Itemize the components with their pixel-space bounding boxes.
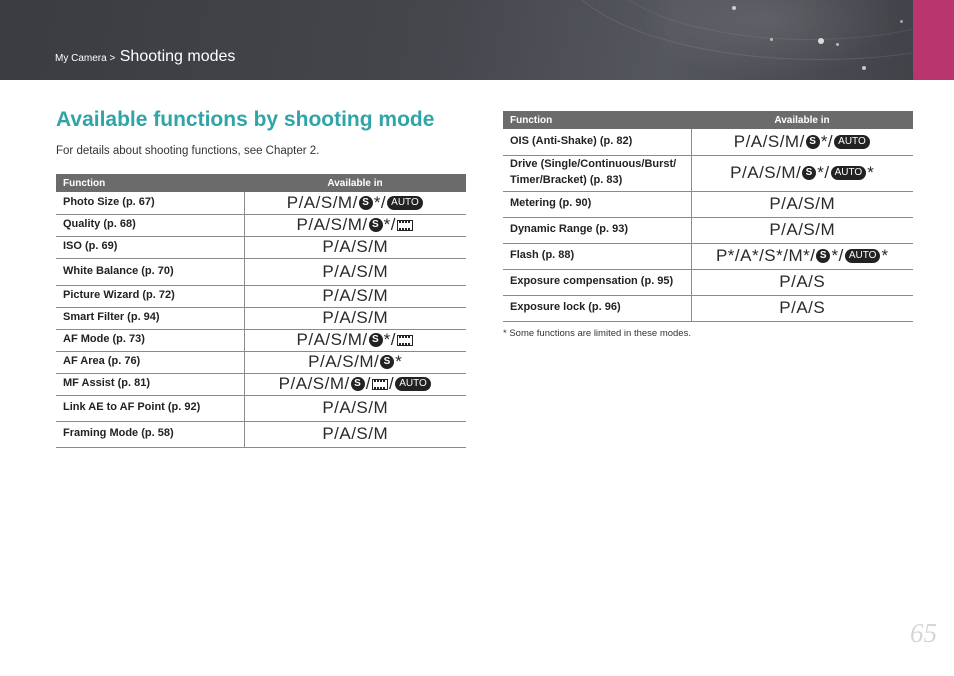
header-decor-dot xyxy=(900,20,903,23)
movie-mode-icon xyxy=(397,335,413,346)
available-modes-cell xyxy=(691,191,913,217)
column-header-function: Function xyxy=(56,174,244,192)
page-title: Available functions by shooting mode xyxy=(56,108,435,131)
function-name-cell[interactable]: Flash (p. 88) xyxy=(503,243,691,269)
mode-separator: * xyxy=(881,246,889,266)
mode-letters: P/A/S/M/ xyxy=(278,374,350,394)
footnote: * Some functions are limited in these modes. xyxy=(503,328,691,339)
breadcrumb-parent[interactable]: My Camera > xyxy=(55,53,116,64)
mode-separator: / xyxy=(365,374,371,394)
table-row xyxy=(56,329,466,351)
breadcrumb xyxy=(55,48,235,66)
column-header-function: Function xyxy=(503,111,691,129)
function-name-cell[interactable]: Picture Wizard (p. 72) xyxy=(56,285,244,307)
mode-separator: * xyxy=(867,163,875,183)
auto-mode-icon: AUTO xyxy=(845,249,881,263)
mode-letters: P*/A*/S*/M*/ xyxy=(715,246,816,266)
function-name-cell[interactable]: Smart Filter (p. 94) xyxy=(56,307,244,329)
table-row xyxy=(56,373,466,395)
s-mode-icon: S xyxy=(816,249,830,263)
column-header-available-in: Available in xyxy=(691,111,913,129)
available-modes-cell xyxy=(244,329,466,351)
mode-letters: P/A/S/M/ xyxy=(286,193,358,212)
mode-letters: P/A/S/M/ xyxy=(296,215,368,235)
mode-letters: P/A/S/M xyxy=(322,424,389,444)
available-modes-cell xyxy=(244,285,466,307)
available-modes-cell xyxy=(244,373,466,395)
function-name-cell[interactable]: Exposure compensation (p. 95) xyxy=(503,269,691,295)
table-header-row xyxy=(503,111,913,129)
movie-mode-icon xyxy=(397,220,413,231)
mode-letters: P/A/S/M/ xyxy=(730,163,802,183)
table-row xyxy=(56,285,466,307)
mode-letters: P/A/S/M xyxy=(322,308,389,328)
page-number: 65 xyxy=(910,618,937,648)
mode-separator: */ xyxy=(817,163,830,183)
available-modes-cell xyxy=(691,269,913,295)
available-modes-cell xyxy=(244,258,466,285)
function-name-cell[interactable]: Link AE to AF Point (p. 92) xyxy=(56,395,244,421)
intro-text: For details about shooting functions, see Chapter 2. xyxy=(56,145,320,157)
mode-letters: P/A/S/M/ xyxy=(733,132,805,151)
available-modes-cell xyxy=(244,351,466,373)
available-modes-cell xyxy=(691,129,913,155)
function-name-cell[interactable]: Photo Size (p. 67) xyxy=(56,192,244,214)
table-row xyxy=(503,129,913,155)
available-modes-cell xyxy=(691,243,913,269)
available-modes-cell xyxy=(691,295,913,321)
s-mode-icon: S xyxy=(369,333,383,347)
movie-mode-icon xyxy=(372,379,388,390)
auto-mode-icon: AUTO xyxy=(834,135,870,149)
table-row xyxy=(56,192,466,214)
mode-letters: P/A/S/M/ xyxy=(296,330,368,350)
function-name-cell[interactable]: OIS (Anti-Shake) (p. 82) xyxy=(503,129,691,155)
s-mode-icon: S xyxy=(351,377,365,391)
auto-mode-icon: AUTO xyxy=(387,196,423,210)
chapter-tab xyxy=(913,0,954,80)
table-row xyxy=(503,217,913,243)
mode-letters: P/A/S xyxy=(779,272,826,292)
available-modes-cell xyxy=(244,214,466,236)
mode-separator: / xyxy=(388,374,395,394)
mode-separator: */ xyxy=(820,132,834,151)
available-modes-cell xyxy=(691,155,913,191)
function-name-cell[interactable]: Metering (p. 90) xyxy=(503,191,691,217)
mode-letters: P/A/S/M xyxy=(769,220,836,240)
page-header xyxy=(0,0,954,80)
mode-letters: P/A/S xyxy=(779,298,826,318)
function-name-cell[interactable]: Quality (p. 68) xyxy=(56,214,244,236)
table-row xyxy=(56,236,466,258)
s-mode-icon: S xyxy=(369,218,383,232)
function-name-cell[interactable]: Dynamic Range (p. 93) xyxy=(503,217,691,243)
function-name-cell[interactable]: Exposure lock (p. 96) xyxy=(503,295,691,321)
header-decor-dot xyxy=(732,6,736,10)
functions-table-right xyxy=(503,111,913,322)
table-header-row xyxy=(56,174,466,192)
table-row xyxy=(56,395,466,421)
available-modes-cell xyxy=(244,236,466,258)
table-row xyxy=(503,155,913,191)
breadcrumb-current: Shooting modes xyxy=(119,48,236,65)
available-modes-cell xyxy=(244,307,466,329)
mode-separator: */ xyxy=(831,246,844,266)
table-row xyxy=(503,295,913,321)
s-mode-icon: S xyxy=(802,166,816,180)
mode-separator: */ xyxy=(373,193,387,212)
table-row xyxy=(56,214,466,236)
mode-letters: P/A/S/M xyxy=(322,398,389,418)
function-name-cell[interactable]: ISO (p. 69) xyxy=(56,236,244,258)
mode-letters: P/A/S/M xyxy=(322,237,389,257)
function-name-cell[interactable]: Framing Mode (p. 58) xyxy=(56,421,244,447)
auto-mode-icon: AUTO xyxy=(831,166,867,180)
table-row xyxy=(503,269,913,295)
function-name-cell[interactable]: Drive (Single/Continuous/Burst/ Timer/Bracket) (p. 83) xyxy=(503,155,691,191)
function-name-cell[interactable]: White Balance (p. 70) xyxy=(56,258,244,285)
header-decor-dot xyxy=(836,43,839,46)
auto-mode-icon: AUTO xyxy=(395,377,431,391)
mode-separator: */ xyxy=(383,330,396,350)
mode-letters: P/A/S/M xyxy=(769,194,836,214)
available-modes-cell xyxy=(244,395,466,421)
mode-letters: P/A/S/M xyxy=(322,261,389,281)
table-row xyxy=(56,421,466,447)
function-name-cell[interactable]: MF Assist (p. 81) xyxy=(56,373,244,395)
header-decor-dot xyxy=(770,38,773,41)
available-modes-cell xyxy=(691,217,913,243)
functions-table-left xyxy=(56,174,466,448)
table-row xyxy=(503,191,913,217)
function-name-cell[interactable]: AF Mode (p. 73) xyxy=(56,329,244,351)
s-mode-icon: S xyxy=(806,135,820,149)
mode-separator: * xyxy=(395,352,403,372)
available-modes-cell xyxy=(244,421,466,447)
header-decor-dot xyxy=(862,66,866,70)
table-row xyxy=(56,351,466,373)
header-decor-dot xyxy=(818,38,824,44)
mode-letters: P/A/S/M xyxy=(322,286,389,306)
available-modes-cell xyxy=(244,192,466,214)
mode-separator: */ xyxy=(383,215,396,235)
mode-letters: P/A/S/M/ xyxy=(308,352,380,372)
table-row xyxy=(56,307,466,329)
s-mode-icon: S xyxy=(380,355,394,369)
table-row xyxy=(503,243,913,269)
table-row xyxy=(56,258,466,285)
s-mode-icon: S xyxy=(359,196,373,210)
column-header-available-in: Available in xyxy=(244,174,466,192)
function-name-cell[interactable]: AF Area (p. 76) xyxy=(56,351,244,373)
